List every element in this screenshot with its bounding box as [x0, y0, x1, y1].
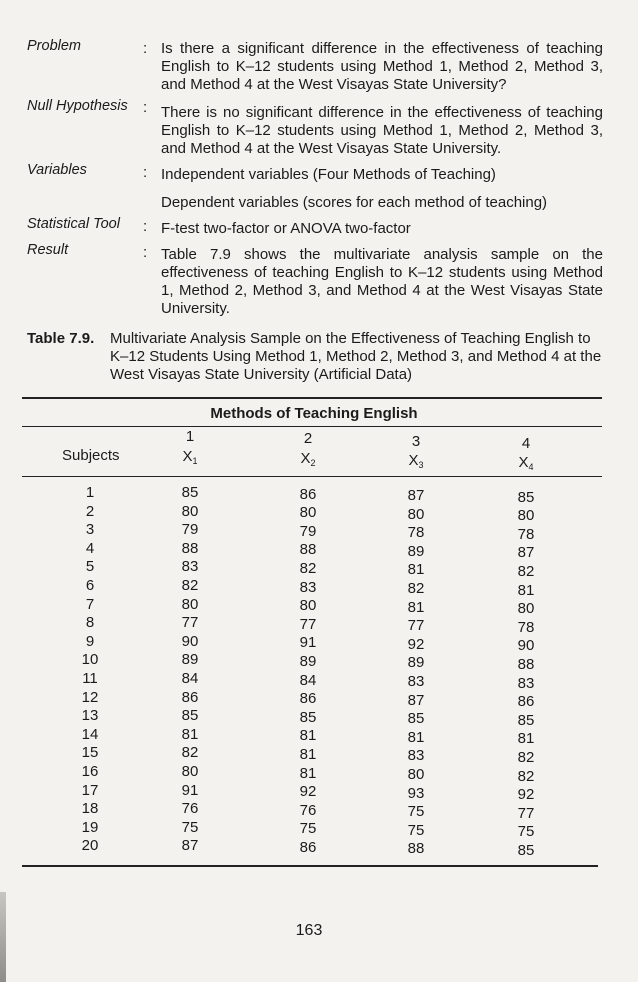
table-cell-score-method-2: 81 [299, 764, 317, 782]
table-cell-subject: 8 [85, 614, 95, 632]
table-cell-score-method-1: 79 [181, 521, 199, 539]
table-cell-score-method-3: 81 [407, 561, 425, 579]
table-cell-subject: 17 [81, 781, 99, 799]
table-cell-subject: 11 [82, 670, 98, 687]
variables-independent-text: Independent variables (Four Methods of Teaching) [161, 166, 496, 183]
table-cell-score-method-1: 84 [181, 670, 199, 687]
table-cell-score-method-4: 81 [517, 581, 535, 599]
column-1-number: 1 [185, 428, 195, 445]
table-cell-score-method-3: 93 [407, 784, 425, 802]
table-cell-score-method-2: 91 [299, 634, 317, 652]
table-cell-subject: 15 [81, 744, 99, 762]
table-cell-subject: 7 [85, 595, 95, 613]
table-cell-score-method-3: 83 [407, 673, 425, 690]
variables-label: Variables [27, 162, 87, 178]
null-hypothesis-text: There is no significant difference in the effectiveness of teaching English to K–12 students using Method 1, Method 2, Method 3, and Method 4 at the West Visayas State University. [161, 104, 603, 157]
table-cell-score-method-4: 77 [517, 804, 535, 822]
table-cell-score-method-2: 86 [299, 690, 317, 708]
table-cell-score-method-4: 82 [517, 767, 535, 785]
table-cell-subject: 6 [85, 577, 95, 594]
table-cell-score-method-4: 85 [517, 841, 535, 859]
table-cell-score-method-2: 82 [299, 559, 317, 577]
table-cell-score-method-4: 86 [517, 693, 535, 711]
table-cell-score-method-4: 75 [517, 823, 535, 841]
table-cell-score-method-3: 87 [407, 691, 425, 709]
table-cell-score-method-1: 75 [181, 818, 199, 836]
table-cell-score-method-3: 75 [407, 821, 425, 839]
problem-colon: : [143, 40, 148, 57]
problem-label: Problem [27, 38, 81, 54]
result-label: Result [27, 242, 69, 258]
statistical-tool-colon: : [143, 218, 148, 235]
table-cell-score-method-3: 80 [407, 505, 425, 523]
table-cell-score-method-1: 82 [181, 744, 199, 762]
page-edge-shadow [0, 892, 6, 982]
table-cell-score-method-4: 82 [517, 562, 535, 580]
table-cell-score-method-3: 78 [407, 524, 425, 542]
table-cell-score-method-4: 78 [517, 618, 535, 636]
table-cell-score-method-1: 85 [181, 707, 199, 725]
table-cell-score-method-2: 79 [299, 522, 317, 540]
table-cell-subject: 3 [85, 521, 95, 539]
table-cell-score-method-1: 85 [181, 484, 199, 501]
table-cell-score-method-2: 88 [299, 541, 317, 559]
table-cell-score-method-2: 84 [299, 671, 317, 689]
column-2-variable: $X_2$ [300, 450, 316, 468]
table-bottom-rule [22, 865, 598, 867]
table-cell-score-method-3: 75 [407, 803, 425, 821]
table-cell-score-method-1: 76 [181, 800, 199, 818]
table-cell-subject: 19 [81, 818, 99, 836]
null-hypothesis-label: Null Hypothesis [27, 98, 128, 114]
table-cell-score-method-4: 85 [517, 711, 535, 729]
table-cell-score-method-2: 80 [299, 504, 317, 522]
table-cell-score-method-3: 88 [407, 840, 425, 858]
table-cell-score-method-4: 85 [517, 488, 535, 506]
table-cell-score-method-2: 80 [299, 597, 317, 615]
column-3-number: 3 [411, 433, 421, 450]
table-cell-score-method-2: 86 [299, 485, 317, 503]
table-cell-score-method-1: 77 [181, 614, 199, 632]
table-cell-score-method-2: 75 [299, 820, 317, 838]
table-cell-subject: 2 [85, 502, 95, 520]
table-cell-score-method-2: 77 [299, 615, 317, 633]
table-cell-score-method-4: 80 [517, 507, 535, 525]
table-cell-score-method-4: 90 [517, 637, 535, 655]
table-cell-score-method-2: 89 [299, 652, 317, 670]
table-cell-score-method-1: 82 [181, 577, 199, 594]
null-hypothesis-colon: : [143, 99, 148, 116]
table-cell-score-method-3: 81 [407, 728, 425, 746]
table-cell-score-method-4: 87 [517, 544, 535, 562]
column-2-number: 2 [303, 430, 313, 447]
page-number: 163 [295, 922, 323, 939]
table-cell-subject: 14 [81, 725, 99, 743]
table-cell-subject: 4 [85, 539, 95, 557]
table-top-rule [22, 397, 602, 399]
table-cell-score-method-4: 92 [517, 786, 535, 804]
table-cell-score-method-4: 78 [517, 525, 535, 543]
table-cell-score-method-2: 83 [299, 578, 317, 596]
table-cell-score-method-1: 80 [181, 502, 199, 520]
table-cell-score-method-1: 87 [181, 837, 199, 855]
table-cell-score-method-4: 82 [517, 748, 535, 766]
column-3-variable: $X_3$ [408, 452, 424, 470]
table-cell-score-method-3: 83 [407, 747, 425, 765]
table-cell-score-method-1: 89 [181, 651, 199, 669]
statistical-tool-text: F-test two-factor or ANOVA two-factor [161, 220, 411, 237]
table-cell-score-method-3: 87 [407, 487, 425, 504]
table-cell-score-method-2: 85 [299, 708, 317, 726]
table-cell-score-method-3: 85 [407, 710, 425, 728]
table-group-header: Methods of Teaching English [210, 405, 418, 422]
table-cell-subject: 5 [85, 558, 95, 576]
table-group-rule [22, 426, 602, 427]
table-cell-subject: 13 [81, 707, 99, 725]
result-text: Table 7.9 shows the multivariate analysis sample on the effectiveness of teaching English to K–12 students using Method 1, Method 2, Method 3, and Method 4 at the West Visayas State University. [161, 246, 603, 317]
table-cell-score-method-1: 90 [181, 632, 199, 650]
variables-dependent-text: Dependent variables (scores for each method of teaching) [161, 194, 548, 211]
table-cell-score-method-3: 82 [407, 580, 425, 597]
table-cell-score-method-2: 81 [299, 727, 317, 745]
subjects-header: Subjects [62, 447, 120, 464]
table-cell-score-method-1: 86 [181, 688, 199, 706]
statistical-tool-label: Statistical Tool [27, 216, 120, 232]
column-4-variable: $X_4$ [518, 454, 534, 472]
table-cell-score-method-4: 80 [517, 600, 535, 618]
table-cell-score-method-1: 80 [181, 595, 199, 613]
table-cell-score-method-3: 89 [407, 654, 425, 672]
table-cell-subject: 18 [81, 800, 99, 818]
table-cell-score-method-2: 81 [299, 745, 317, 763]
table-cell-score-method-2: 92 [299, 783, 317, 801]
table-header-rule [22, 476, 602, 477]
table-cell-score-method-1: 91 [181, 781, 199, 799]
column-4-number: 4 [521, 435, 531, 452]
variables-colon: : [143, 164, 148, 181]
table-cell-subject: 20 [81, 837, 99, 855]
table-cell-score-method-3: 81 [407, 598, 425, 616]
table-cell-score-method-1: 88 [181, 539, 199, 557]
table-cell-score-method-1: 80 [181, 763, 199, 780]
table-cell-score-method-4: 83 [517, 674, 535, 692]
problem-text: Is there a significant difference in the effectiveness of teaching English to K–12 students using Method 1, Method 2, Method 3, and Method 4 at the West Visayas State University? [161, 40, 603, 93]
table-cell-score-method-1: 83 [181, 558, 199, 576]
table-cell-subject: 10 [81, 651, 99, 669]
table-cell-score-method-3: 77 [407, 617, 425, 635]
table-cell-score-method-4: 81 [517, 730, 535, 748]
table-cell-score-method-4: 88 [517, 655, 535, 673]
result-colon: : [143, 244, 148, 261]
table-cell-score-method-2: 86 [299, 838, 317, 856]
column-1-variable: $X_1$ [182, 448, 198, 466]
table-cell-subject: 16 [81, 763, 99, 780]
table-cell-subject: 12 [81, 688, 99, 706]
table-cell-score-method-1: 81 [181, 725, 199, 743]
table-cell-score-method-3: 89 [407, 542, 425, 560]
table-cell-score-method-3: 92 [407, 635, 425, 653]
table-cell-subject: 1 [85, 484, 95, 501]
table-cell-subject: 9 [85, 632, 95, 650]
table-caption-label: Table 7.9. [27, 330, 95, 347]
table-cell-score-method-3: 80 [407, 766, 425, 783]
table-caption-text: Multivariate Analysis Sample on the Effectiveness of Teaching English to K–12 Students Using Method 1, Method 2, Method 3, and Method 4 at the West Visayas State University (Artificial Data) [110, 330, 602, 383]
table-cell-score-method-2: 76 [299, 801, 317, 819]
